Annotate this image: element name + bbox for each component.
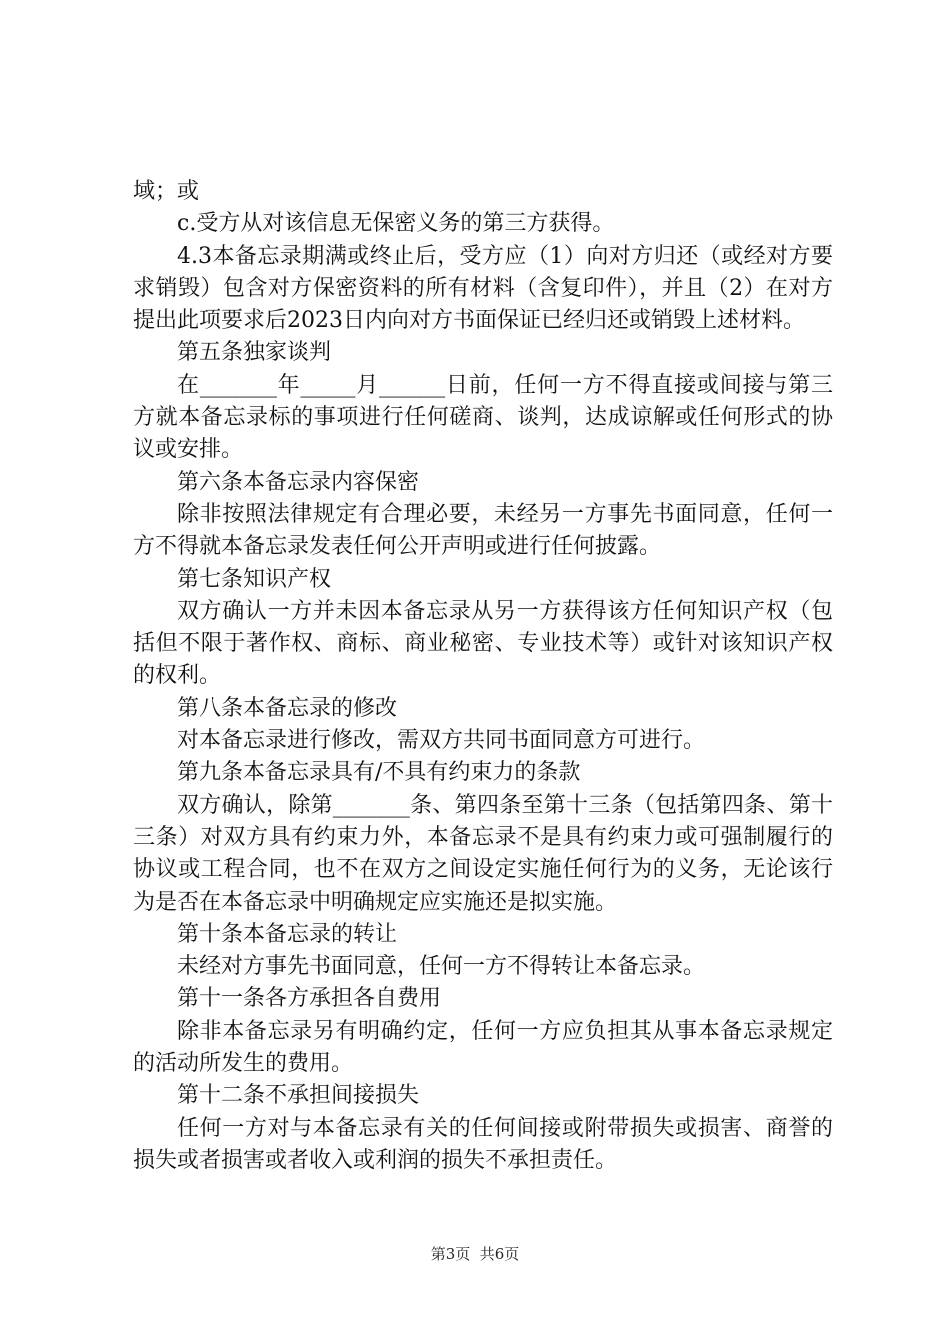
paragraph-article-5: 在_______年_____月______日前，任何一方不得直接或间接与第三方就本备忘录标的事项进行任何磋商、谈判，达成谅解或任何形式的协议或安排。	[133, 372, 833, 463]
heading-article-8: 第八条本备忘录的修改	[177, 695, 398, 721]
paragraph-1: 域；或	[133, 179, 200, 204]
paragraph-3: 4.3本备忘录期满或终止后，受方应（1）向对方归还（或经对方要求销毁）包含对方保密资料的所有材料（含复印件），并且（2）在对方提出此项要求后2023日内向对方书面保证已经归还或销毁上述材料。	[133, 243, 833, 334]
heading-article-12: 第十二条不承担间接损失	[177, 1083, 420, 1109]
paragraph-article-9: 双方确认，除第_______条、第四条至第十三条（包括第四条、第十三条）对双方具有约束力外，本备忘录不是具有约束力或可强制履行的协议或工程合同，也不在双方之间设定实施任何行为的义务，无论该行为是否在本备忘录中明确规定应实施还是拟实施。	[133, 792, 833, 915]
heading-article-7: 第七条知识产权	[177, 566, 332, 592]
heading-article-5: 第五条独家谈判	[177, 340, 332, 366]
heading-article-11: 第十一条各方承担各自费用	[177, 986, 442, 1012]
heading-article-10: 第十条本备忘录的转让	[177, 921, 398, 947]
paragraph-article-6: 除非按照法律规定有合理必要，未经另一方事先书面同意，任何一方不得就本备忘录发表任何公开声明或进行任何披露。	[133, 501, 833, 560]
paragraph-article-12: 任何一方对与本备忘录有关的任何间接或附带损失或损害、商誉的损失或者损害或者收入或利润的损失不承担责任。	[133, 1115, 833, 1173]
heading-article-6: 第六条本备忘录内容保密	[177, 469, 420, 495]
document-body	[133, 176, 833, 1177]
paragraph-article-10: 未经对方事先书面同意，任何一方不得转让本备忘录。	[177, 954, 706, 980]
paragraph-article-7: 双方确认一方并未因本备忘录从另一方获得该方任何知识产权（包括但不限于著作权、商标、商业秘密、专业技术等）或针对该知识产权的权利。	[133, 598, 833, 689]
paragraph-article-8: 对本备忘录进行修改，需双方共同书面同意方可进行。	[177, 728, 706, 754]
paragraph-article-11: 除非本备忘录另有明确约定，任何一方应负担其从事本备忘录规定的活动所发生的费用。	[133, 1018, 833, 1077]
heading-article-9: 第九条本备忘录具有/不具有约束力的条款	[177, 760, 581, 786]
paragraph-2: c.受方从对该信息无保密义务的第三方获得。	[177, 211, 615, 237]
page-number-footer: 第3页 共6页	[430, 1245, 520, 1263]
